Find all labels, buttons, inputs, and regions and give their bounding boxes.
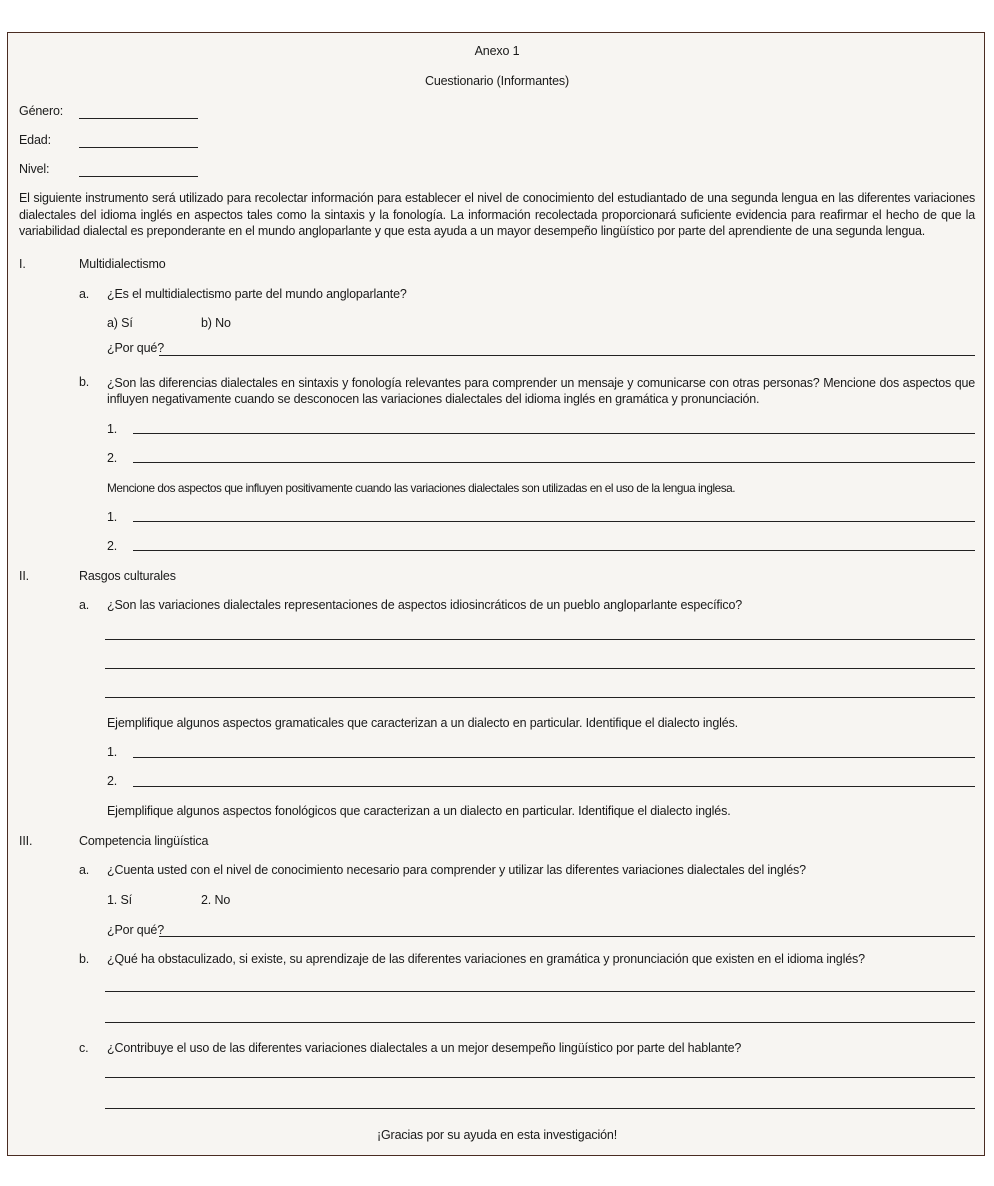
- question-1b-letter: b.: [79, 375, 90, 389]
- level-label: Nivel:: [19, 162, 50, 176]
- intro-paragraph: El siguiente instrumento será utilizado para recolectar información para establecer el nivel de conocimiento del estudiantado de una segunda lengua en las diferentes variaciones dialectales del idioma inglés en aspectos tales como la sintaxis y la fonología. La información recolectada proporcionará suficiente evidencia para reafirmar el hecho de que la variabilidad dialectal es preponderante en el mundo angloparlante y que esta ayuda a un mayor desempeño lingüístico por parte del aprendiente de una segunda lengua.: [19, 191, 975, 238]
- section-1-title: Multidialectismo: [79, 257, 166, 271]
- why-answer-line-1a[interactable]: [159, 355, 975, 356]
- answer-2g-num1: 1.: [107, 745, 118, 759]
- question-3b-text: ¿Qué ha obstaculizado, si existe, su aprendizaje de las diferentes variaciones en gramática y pronunciación que existen en el idioma inglés?: [107, 952, 865, 966]
- answer-1b-line2[interactable]: [133, 462, 975, 463]
- annex-label: Anexo 1: [474, 44, 520, 58]
- answer-1b2-line1[interactable]: [133, 521, 975, 522]
- answer-2a-line3[interactable]: [105, 697, 975, 698]
- question-2a-letter: a.: [79, 598, 90, 612]
- why-label-1a: ¿Por qué?: [107, 341, 165, 355]
- answer-3c-line1[interactable]: [105, 1077, 975, 1078]
- phonology-prompt: Ejemplifique algunos aspectos fonológicos que caracterizan a un dialecto en particular. Identifique el dialecto inglés.: [107, 804, 731, 818]
- section-3-title: Competencia lingüística: [79, 834, 209, 848]
- answer-2a-line2[interactable]: [105, 668, 975, 669]
- thank-you-note: ¡Gracias por su ayuda en esta investigación!: [376, 1128, 618, 1142]
- page-title: Cuestionario (Informantes): [424, 74, 570, 88]
- why-answer-line-3a[interactable]: [159, 936, 975, 937]
- section-1-numeral: I.: [19, 257, 26, 271]
- answer-2g-line1[interactable]: [133, 757, 975, 758]
- grammar-prompt: Ejemplifique algunos aspectos gramaticales que caracterizan a un dialecto en particular. Identifique el dialecto inglés.: [107, 716, 738, 730]
- answer-1b-line1[interactable]: [133, 433, 975, 434]
- level-field[interactable]: [79, 176, 198, 177]
- answer-3b-line1[interactable]: [105, 991, 975, 992]
- question-1a-letter: a.: [79, 287, 90, 301]
- option-3a-yes[interactable]: 1. Sí: [107, 893, 132, 907]
- question-1b-followup: Mencione dos aspectos que influyen positivamente cuando las variaciones dialectales son utilizadas en el uso de la lengua inglesa.: [107, 481, 736, 495]
- question-3c-letter: c.: [79, 1041, 89, 1055]
- question-3c-text: ¿Contribuye el uso de las diferentes variaciones dialectales a un mejor desempeño lingüístico por parte del hablante?: [107, 1041, 742, 1055]
- why-label-3a: ¿Por qué?: [107, 923, 165, 937]
- answer-2a-line1[interactable]: [105, 639, 975, 640]
- option-3a-no[interactable]: 2. No: [201, 893, 231, 907]
- answer-2g-line2[interactable]: [133, 786, 975, 787]
- question-3b-letter: b.: [79, 952, 90, 966]
- age-label: Edad:: [19, 133, 51, 147]
- answer-1b2-line2[interactable]: [133, 550, 975, 551]
- answer-3b-line2[interactable]: [105, 1022, 975, 1023]
- section-3-numeral: III.: [19, 834, 33, 848]
- answer-3c-line2[interactable]: [105, 1108, 975, 1109]
- gender-label: Género:: [19, 104, 64, 118]
- option-1a-no[interactable]: b) No: [201, 316, 231, 330]
- answer-1b2-num2: 2.: [107, 539, 118, 553]
- question-3a-letter: a.: [79, 863, 90, 877]
- question-2a-text: ¿Son las variaciones dialectales representaciones de aspectos idiosincráticos de un pueblo angloparlante específico?: [107, 598, 743, 612]
- section-2-title: Rasgos culturales: [79, 569, 176, 583]
- question-3a-text: ¿Cuenta usted con el nivel de conocimiento necesario para comprender y utilizar las diferentes variaciones dialectales del inglés?: [107, 863, 806, 877]
- section-2-numeral: II.: [19, 569, 29, 583]
- option-1a-yes[interactable]: a) Sí: [107, 316, 133, 330]
- answer-1b2-num1: 1.: [107, 510, 118, 524]
- question-1b-text: ¿Son las diferencias dialectales en sintaxis y fonología relevantes para comprender un mensaje y comunicarse con otras personas? Mencione dos aspectos que influyen negativamente cuando se desconocen las variaciones dialectales del idioma inglés en gramática y pronunciación.: [107, 376, 975, 406]
- question-1a-text: ¿Es el multidialectismo parte del mundo angloparlante?: [107, 287, 407, 301]
- gender-field[interactable]: [79, 118, 198, 119]
- answer-1b-num2: 2.: [107, 451, 118, 465]
- age-field[interactable]: [79, 147, 198, 148]
- answer-2g-num2: 2.: [107, 774, 118, 788]
- answer-1b-num1: 1.: [107, 422, 118, 436]
